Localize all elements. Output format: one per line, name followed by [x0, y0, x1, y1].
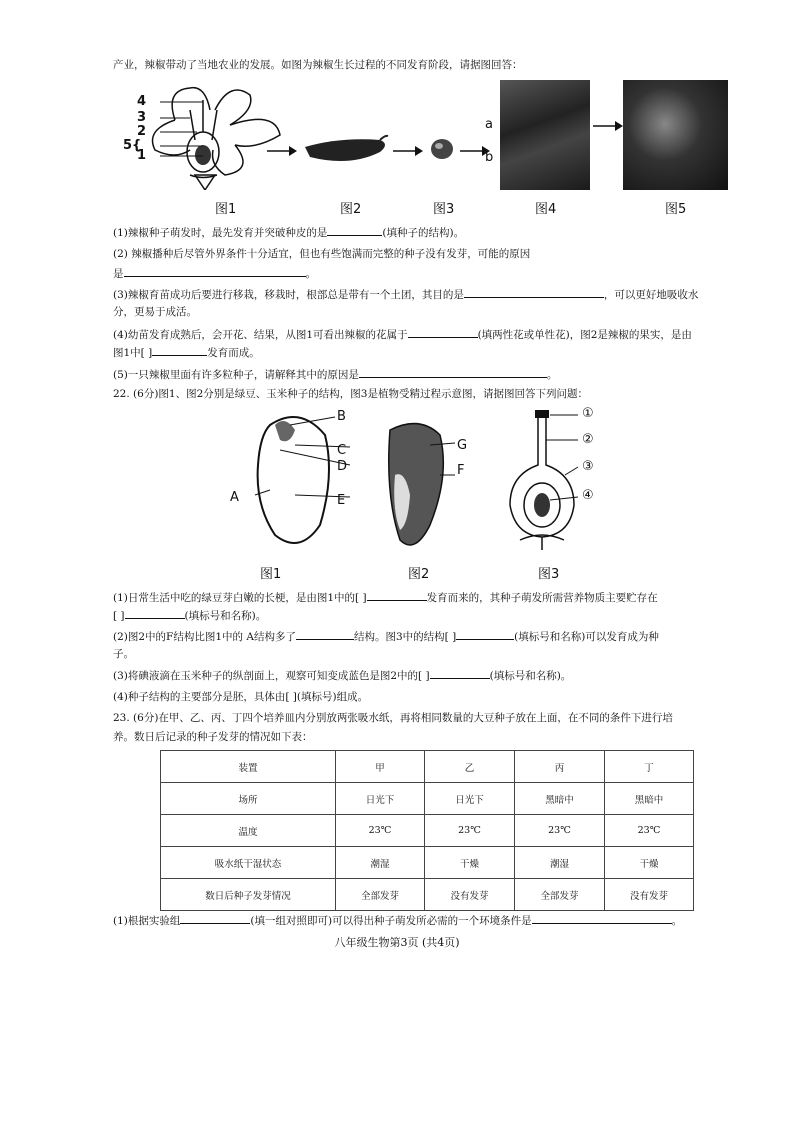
circle-label-2: ②	[582, 432, 594, 447]
pistil-fertilization-diagram	[490, 405, 600, 555]
flower-label-3: 3	[137, 110, 147, 125]
table-cell: 吸水纸干湿状态	[161, 847, 336, 879]
table-cell: 场所	[161, 783, 336, 815]
table-cell: 丙	[515, 751, 605, 783]
circle-label-1: ①	[582, 406, 594, 421]
q22-2-text-c: (填标号和名称)可以发育成为种	[514, 631, 659, 643]
table-cell: 黑暗中	[605, 783, 694, 815]
caption-seed-fig1: 图1	[260, 567, 282, 582]
answer-blank[interactable]	[125, 608, 185, 619]
q22-3-text-b: (填标号和名称)。	[489, 670, 572, 682]
corn-seed-diagram	[370, 415, 460, 565]
table-cell: 全部发芽	[336, 879, 425, 911]
table-cell: 甲	[336, 751, 425, 783]
answer-blank[interactable]	[464, 287, 604, 298]
mature-plant-photo	[623, 80, 728, 190]
table-row	[161, 783, 694, 815]
q22-2-cont: 子。	[113, 648, 134, 660]
answer-blank[interactable]	[532, 913, 672, 924]
q22-1-text-d: (填标号和名称)。	[184, 610, 267, 622]
arrow-icon	[393, 145, 423, 157]
photo-label-b: b	[485, 150, 494, 165]
q21-4-text-b: (填两性花或单性花)，图2是辣椒的果实，是由	[477, 329, 692, 341]
q23-1-text-b: (填一组对照即可)可以得出种子萌发所必需的一个环境条件是	[250, 915, 532, 927]
seed-label-C: C	[337, 443, 347, 458]
photo-label-a: a	[485, 117, 493, 132]
pepper-seed-diagram	[427, 135, 457, 165]
q21-3-text: (3)辣椒育苗成功后要进行移栽，移栽时，根部总是带有一个土团，其目的是	[113, 289, 464, 301]
q21-2-end: 。	[305, 268, 316, 280]
q22-1-text-b: 发育而来的，其种子萌发所需营养物质主要贮存在	[426, 592, 658, 604]
q22-2-text-b: 结构。图3中的结构[ ]	[353, 631, 457, 643]
q22-2	[113, 629, 723, 644]
answer-blank[interactable]	[408, 327, 478, 338]
q21-2-text: 是	[113, 268, 124, 280]
q21-1-text-end: (填种子的结构)。	[382, 227, 465, 239]
seedling-photo	[500, 80, 590, 190]
q21-1	[113, 225, 723, 240]
pepper-fruit-diagram	[300, 132, 390, 172]
page-footer: 八年级生物第3页 (共4页)	[334, 936, 460, 949]
answer-blank[interactable]	[124, 266, 306, 277]
intro-text: 产业，辣椒带动了当地农业的发展。如图为辣椒生长过程的不同发育阶段，请据图回答：	[113, 59, 523, 71]
flower-label-2: 2	[137, 124, 147, 139]
table-cell: 乙	[425, 751, 515, 783]
caption-fig4: 图4	[535, 202, 557, 217]
flower-label-5: 5{	[123, 138, 142, 153]
q21-4-text: (4)幼苗发育成熟后，会开花、结果，从图1可看出辣椒的花属于	[113, 329, 408, 341]
answer-blank[interactable]	[327, 225, 382, 236]
q21-4-text-d: 发育而成。	[207, 347, 260, 359]
table-cell: 没有发芽	[605, 879, 694, 911]
figure-row-seeds	[220, 405, 640, 585]
q23-stem-b: 养。数日后记录的种子发芽的情况如下表：	[113, 731, 313, 743]
q21-5-end: 。	[546, 369, 558, 381]
answer-blank[interactable]	[430, 668, 490, 679]
answer-blank[interactable]	[180, 913, 250, 924]
table-cell: 数日后种子发芽情况	[161, 879, 336, 911]
table-cell: 23℃	[515, 815, 605, 847]
table-cell: 日光下	[425, 783, 515, 815]
table-cell: 日光下	[336, 783, 425, 815]
q23-1-text: (1)根据实验组	[113, 915, 181, 927]
table-cell: 没有发芽	[425, 879, 515, 911]
table-row	[161, 847, 694, 879]
q22-1-text: (1)日常生活中吃的绿豆芽白嫩的长梗，是由图1中的[ ]	[113, 592, 367, 604]
seed-label-F: F	[457, 463, 465, 478]
caption-fig3: 图3	[433, 202, 455, 217]
q22-3	[113, 668, 723, 683]
flower-label-1: 1	[137, 148, 147, 163]
pepper-flower-diagram	[135, 80, 285, 190]
table-cell: 黑暗中	[515, 783, 605, 815]
seed-label-E: E	[337, 493, 346, 508]
q22-1	[113, 590, 723, 605]
answer-blank[interactable]	[456, 629, 514, 640]
circle-label-3: ③	[582, 459, 594, 474]
answer-blank[interactable]	[152, 345, 207, 356]
table-cell: 装置	[161, 751, 336, 783]
caption-fig1: 图1	[215, 202, 237, 217]
table-row	[161, 751, 694, 783]
q21-2-cont	[113, 266, 723, 281]
arrow-icon	[593, 120, 623, 132]
q22-1-cont	[113, 608, 723, 623]
q21-5	[113, 367, 723, 382]
q22-stem: 22. (6分)图1、图2分别是绿豆、玉米种子的结构，图3是植物受精过程示意图，请据图回答下列问题：	[113, 388, 588, 400]
q22-2-text: (2)图2中的F结构比图1中的 A结构多了	[113, 631, 296, 643]
germination-table	[160, 750, 694, 911]
table-cell: 潮湿	[336, 847, 425, 879]
caption-seed-fig3: 图3	[538, 567, 560, 582]
answer-blank[interactable]	[359, 367, 547, 378]
seed-label-D: D	[337, 459, 348, 474]
figure-row-pepper	[115, 80, 735, 220]
q21-2: (2) 辣椒播种后尽管外界条件十分适宜，但也有些饱满而完整的种子没有发芽，可能的原因	[113, 248, 531, 260]
seed-label-G: G	[457, 438, 468, 453]
q21-3-text-b: ，可以更好地吸收水	[603, 289, 699, 301]
q21-3-cont: 分，更易于成活。	[113, 306, 197, 318]
table-cell: 干燥	[425, 847, 515, 879]
table-cell: 干燥	[605, 847, 694, 879]
table-cell: 全部发芽	[515, 879, 605, 911]
q23-1	[113, 913, 723, 928]
q21-3	[113, 287, 723, 302]
table-cell: 23℃	[425, 815, 515, 847]
table-cell: 23℃	[605, 815, 694, 847]
q21-5-text: (5)一只辣椒里面有许多粒种子，请解释其中的原因是	[113, 369, 359, 381]
table-cell: 温度	[161, 815, 336, 847]
circle-label-4: ④	[582, 488, 594, 503]
q23-1-end: 。	[671, 915, 683, 927]
q21-4	[113, 327, 723, 342]
table-row	[161, 879, 694, 911]
table-cell: 丁	[605, 751, 694, 783]
q22-3-text: (3)将碘液滴在玉米种子的纵剖面上，观察可知变成蓝色是图2中的[ ]	[113, 670, 430, 682]
answer-blank[interactable]	[367, 590, 427, 601]
caption-fig5: 图5	[665, 202, 687, 217]
q21-1-text: (1)辣椒种子萌发时，最先发育并突破种皮的是	[113, 227, 328, 239]
q23-stem-a: 23. (6分)在甲、乙、丙、丁四个培养皿内分别放两张吸水纸，再将相同数量的大豆种子放在上面，在不同的条件下进行培	[113, 712, 673, 724]
bean-seed-diagram	[240, 405, 360, 555]
table-cell: 23℃	[336, 815, 425, 847]
table-row	[161, 815, 694, 847]
seed-label-B: B	[337, 409, 346, 424]
caption-seed-fig2: 图2	[408, 567, 430, 582]
arrow-icon	[267, 145, 297, 157]
q21-4-text-c: 图1中[ ]	[113, 347, 153, 359]
q22-4: (4)种子结构的主要部分是胚，具体由[ ](填标号)组成。	[113, 691, 369, 703]
q22-1-text-c: [ ]	[113, 610, 125, 622]
caption-fig2: 图2	[340, 202, 362, 217]
seed-label-A: A	[230, 490, 239, 505]
table-cell: 潮湿	[515, 847, 605, 879]
q21-4-cont	[113, 345, 723, 360]
answer-blank[interactable]	[296, 629, 354, 640]
flower-label-4: 4	[137, 94, 147, 109]
